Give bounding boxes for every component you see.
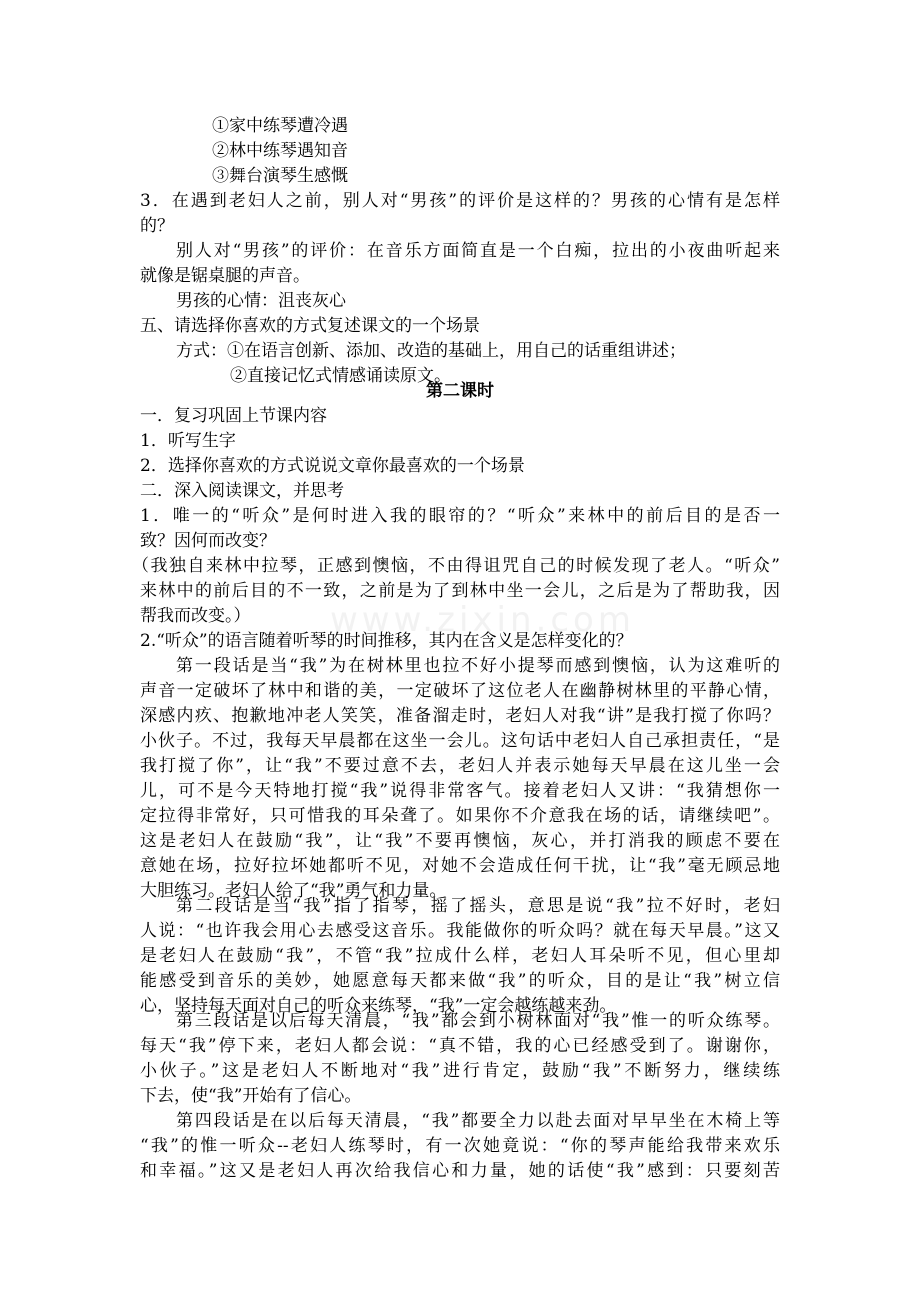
text-line: 第二段话是当“我”指了指琴，摇了摇头，意思是说“我”拉不好时，老妇 [176,896,780,916]
text-line: 声音一定破坏了林中和谐的美，一定破坏了这位老人在幽静树林里的平静心情， [140,681,780,701]
text-line: 2．选择你喜欢的方式说说文章你最喜欢的一个场景 [140,456,525,476]
text-line: 儿，可不是今天特地打搅“我”说得非常客气。接着老妇人又讲：“我猜想你一 [140,781,780,801]
text-line: 心，坚持每天面对自己的听众来练琴，“我”一定会越练越来劲。 [140,996,617,1016]
text-line: 能感受到音乐的美妙，她愿意每天都来做“我”的听众，目的是让“我”树立信 [140,971,780,991]
text-line: 二．深入阅读课文，并思考 [140,481,344,501]
watermark: www.zixin.com [330,600,635,640]
text-line: 人说：“也许我会用心去感受这音乐。我能做你的听众吗？就在每天早晨。”这又 [140,921,780,941]
text-line: 帮我而改变。） [140,606,251,626]
text-line: 意她在场，拉好拉坏她都听不见，对她不会造成任何干扰，让“我”毫无顾忌地 [140,856,780,876]
text-line: “我”的惟一听众--老妇人练琴时，有一次她竟说：“你的琴声能给我带来欢乐 [140,1136,780,1156]
text-line: ③舞台演琴生感慨 [212,166,348,186]
text-line: ①家中练琴遭冷遇 [212,116,348,136]
text-line: 是老妇人在鼓励“我”，不管“我”拉成什么样，老妇人耳朵听不见，但心里却 [140,946,780,966]
text-line: 的？ [140,216,174,236]
text-line: 第四段话是在以后每天清晨，“我”都要全力以赴去面对早早坐在木椅上等 [176,1111,780,1131]
text-line: 3．在遇到老妇人之前，别人对“男孩”的评价是这样的？男孩的心情有是怎样 [140,191,780,211]
text-line: 1．唯一的“听众”是何时进入我的眼帘的？“听众”来林中的前后目的是否一 [140,506,780,526]
text-line: ②林中练琴遇知音 [212,141,348,161]
text-line: 这是老妇人在鼓励“我”，让“我”不要再懊恼，灰心，并打消我的顾虑不要在 [140,831,780,851]
text-line: 和幸福。”这又是老妇人再次给我信心和力量，她的话使“我”感到：只要刻苦 [140,1161,780,1181]
text-line: 方式：①在语言创新、添加、改造的基础上，用自己的话重组讲述； [176,341,686,361]
text-line: 1．听写生字 [140,431,236,451]
text-line: 就像是锯桌腿的声音。 [140,266,310,286]
text-line: ②直接记忆式情感诵读原文。 [230,366,451,386]
text-line: 大胆练习。老妇人给了“我”勇气和力量。 [140,881,447,901]
text-line: 致？因何而改变？ [140,531,276,551]
text-line: 一．复习巩固上节课内容 [140,406,327,426]
text-line: 我打搅了你”，让“我”不要过意不去，老妇人并表示她每天早晨在这儿坐一会 [140,756,780,776]
text-line: 第三段话是以后每天清晨，“我”都会到小树林面对“我”惟一的听众练琴。 [176,1011,780,1031]
text-line: 第一段话是当“我”为在树林里也拉不好小提琴而感到懊恼，认为这难听的 [176,656,780,676]
text-line: 下去，使“我”开始有了信心。 [140,1086,362,1106]
text-line: 小伙子。不过，我每天早晨都在这坐一会儿。这句话中老妇人自己承担责任，“是 [140,731,780,751]
section-heading: 第二课时 [426,381,494,401]
text-line: 来林中的前后目的不一致，之前是为了到林中坐一会儿，之后是为了帮助我，因 [140,581,780,601]
text-line: （我独自来林中拉琴，正感到懊恼，不由得诅咒自己的时候发现了老人。“听众” [132,556,780,576]
text-line: 2.“听众”的语言随着听琴的时间推移，其内在含义是怎样变化的？ [140,631,633,651]
text-line: 五、请选择你喜欢的方式复述课文的一个场景 [140,316,480,336]
text-line: 男孩的心情：沮丧灰心 [176,291,346,311]
text-line: 深感内疚、抱歉地冲老人笑笑，准备溜走时，老妇人对我“讲”是我打搅了你吗？ [140,706,780,726]
text-line: 别人对“男孩”的评价：在音乐方面简直是一个白痴，拉出的小夜曲听起来 [176,241,780,261]
text-line: 每天“我”停下来，老妇人都会说：“真不错，我的心已经感受到了。谢谢你， [140,1036,780,1056]
text-line: 小伙子。”这是老妇人不断地对“我”进行肯定，鼓励“我”不断努力，继续练 [140,1061,780,1081]
text-line: 定拉得非常好，只可惜我的耳朵聋了。如果你不介意我在场的话，请继续吧”。 [140,806,780,826]
